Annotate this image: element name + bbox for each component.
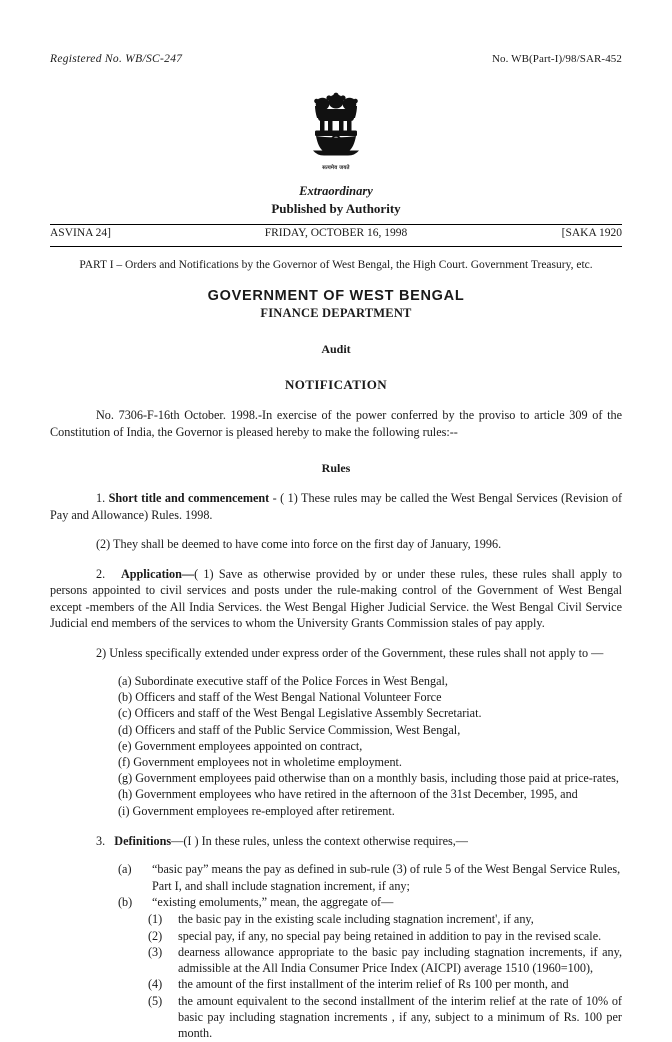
emolument-row	[148, 911, 622, 927]
rule-1-sub-2-text: They shall be deemed to have come into force on the first day of January, 1996.	[110, 537, 502, 551]
emolument-text: the amount equivalent to the second installment of the interim relief at the rate of 10% of basic pay including stagnation increments , if any, subject to a minimum of Rs. 100 per month.	[178, 993, 622, 1041]
emolument-text: the amount of the first installment of the interim relief of Rs 100 per month, and	[178, 977, 569, 992]
emolument-row	[148, 993, 622, 1042]
rule-3-intro: —(I ) In these rules, unless the context otherwise requires,—	[171, 833, 468, 848]
list-item: (i) Government employees re-employed after retirement.	[118, 803, 395, 818]
masthead-row	[50, 0, 622, 65]
emolument-marker: (1)	[148, 912, 163, 927]
rules-title: Rules	[321, 461, 351, 475]
notification-title: NOTIFICATION	[284, 377, 388, 392]
rule-2-number: 2.	[96, 566, 106, 581]
gazette-number: No. WB(Part-I)/98/SAR-452	[491, 53, 622, 65]
list-item: (h) Government employees who have retired in the afternoon of the 31st December, 1995, and	[118, 787, 578, 802]
emolument-text: dearness allowance appropriate to the basic pay including stagnation increments, if any, admissible at the All India Consumer Price Index (AICPI) average 1510 (1960=100),	[178, 944, 622, 976]
exclusion-list	[50, 673, 622, 819]
rule-2-sub-2-number: 2)	[96, 645, 107, 660]
rule-1-sub-2-number: (2)	[96, 537, 111, 551]
notification-body: No. 7306-F-16th October. 1998.-In exercise of the power conferred by the proviso to article 309 of the Constitution of India, the Governor is pleased hereby to make the following rules:--	[50, 408, 622, 439]
emolument-text: the basic pay in the existing scale including stagnation increment', if any,	[178, 912, 534, 927]
rule-2-text: ( 1) Save as otherwise provided by or under these rules, these rules shall apply to persons appointed to civil services and posts under the rule-making control of the Government of West Bengal except -members of the All India Services. the West Bengal Higher Judicial Service. the West Bengal Civil Service Judicial end members of the services to whom the University Grants Commission stales of pay apply.	[50, 566, 622, 630]
india-state-emblem-icon	[307, 92, 365, 164]
definition-row	[118, 861, 622, 894]
list-item: (b) Officers and staff of the West Bengal National Volunteer Force	[118, 690, 442, 705]
branch-title: Audit	[321, 342, 351, 356]
rule-3-definitions	[50, 833, 622, 850]
emolument-row	[148, 976, 622, 992]
rule-3-heading: Definitions	[114, 833, 172, 848]
rule-1-text: - ( 1) These rules may be called the West Bengal Services (Revision of Pay and Allowance) Rules. 1998.	[50, 491, 622, 522]
rule-2-heading: Application—	[120, 566, 195, 581]
date-bar-left: ASVINA 24]	[50, 227, 112, 239]
rule-3-number: 3.	[96, 833, 106, 848]
list-item: (d) Officers and staff of the Public Service Commission, West Bengal,	[118, 722, 461, 737]
registered-number: Registered No. WB/SC-247	[50, 53, 183, 65]
definition-text: “existing emoluments,” mean, the aggregate of—	[152, 894, 394, 909]
emolument-components	[118, 911, 622, 1041]
emolument-marker: (4)	[148, 977, 163, 992]
list-item: (e) Government employees appointed on contract,	[118, 738, 363, 753]
emolument-marker: (3)	[148, 944, 163, 959]
government-title: GOVERNMENT OF WEST BENGAL	[207, 288, 465, 304]
extraordinary-label: Extraordinary	[299, 184, 373, 198]
rule-1-heading: Short title and commencement	[108, 491, 270, 505]
emolument-row	[148, 928, 622, 944]
gazette-date-bar	[50, 224, 622, 247]
definition-items	[50, 861, 622, 1041]
definition-row	[118, 894, 622, 910]
definition-text: “basic pay” means the pay as defined in sub-rule (3) of rule 5 of the West Bengal Service Rules, Part I, and shall include stagnation increment, if any;	[152, 862, 621, 893]
definition-marker: (a)	[118, 862, 132, 877]
emolument-row	[148, 944, 622, 977]
list-item: (c) Officers and staff of the West Bengal Legislative Assembly Secretariat.	[118, 706, 482, 721]
published-by-authority: Published by Authority	[271, 201, 401, 216]
date-bar-center: FRIDAY, OCTOBER 16, 1998	[264, 227, 408, 239]
rule-1-sub-2	[50, 536, 622, 553]
list-item: (f) Government employees not in wholetime employment.	[118, 755, 402, 770]
emolument-marker: (2)	[148, 928, 163, 943]
list-item: (g) Government employees paid otherwise than on a monthly basis, including those paid at price-rates,	[118, 771, 619, 786]
rule-2	[50, 566, 622, 632]
date-bar-right: [SAKA 1920	[561, 227, 622, 239]
part-line: PART I – Orders and Notifications by the Governor of West Bengal, the High Court. Government Treasury, etc.	[79, 259, 593, 271]
list-item: (a) Subordinate executive staff of the Police Forces in West Bengal,	[118, 674, 448, 688]
emolument-text: special pay, if any, no special pay being retained in addition to pay in the revised scale.	[178, 928, 602, 943]
emolument-marker: (5)	[148, 993, 163, 1008]
rule-1	[50, 490, 622, 523]
emblem-motto-text: सत्यमेव जयते	[322, 165, 350, 171]
emblem-container	[50, 92, 622, 172]
rule-2-sub-2	[50, 645, 622, 662]
rule-2-sub-2-text: Unless specifically extended under express order of the Government, these rules shall not apply to —	[106, 645, 604, 660]
department-title: FINANCE DEPARTMENT	[260, 306, 412, 320]
definition-marker: (b)	[118, 894, 133, 909]
rule-1-number: 1.	[96, 491, 106, 505]
